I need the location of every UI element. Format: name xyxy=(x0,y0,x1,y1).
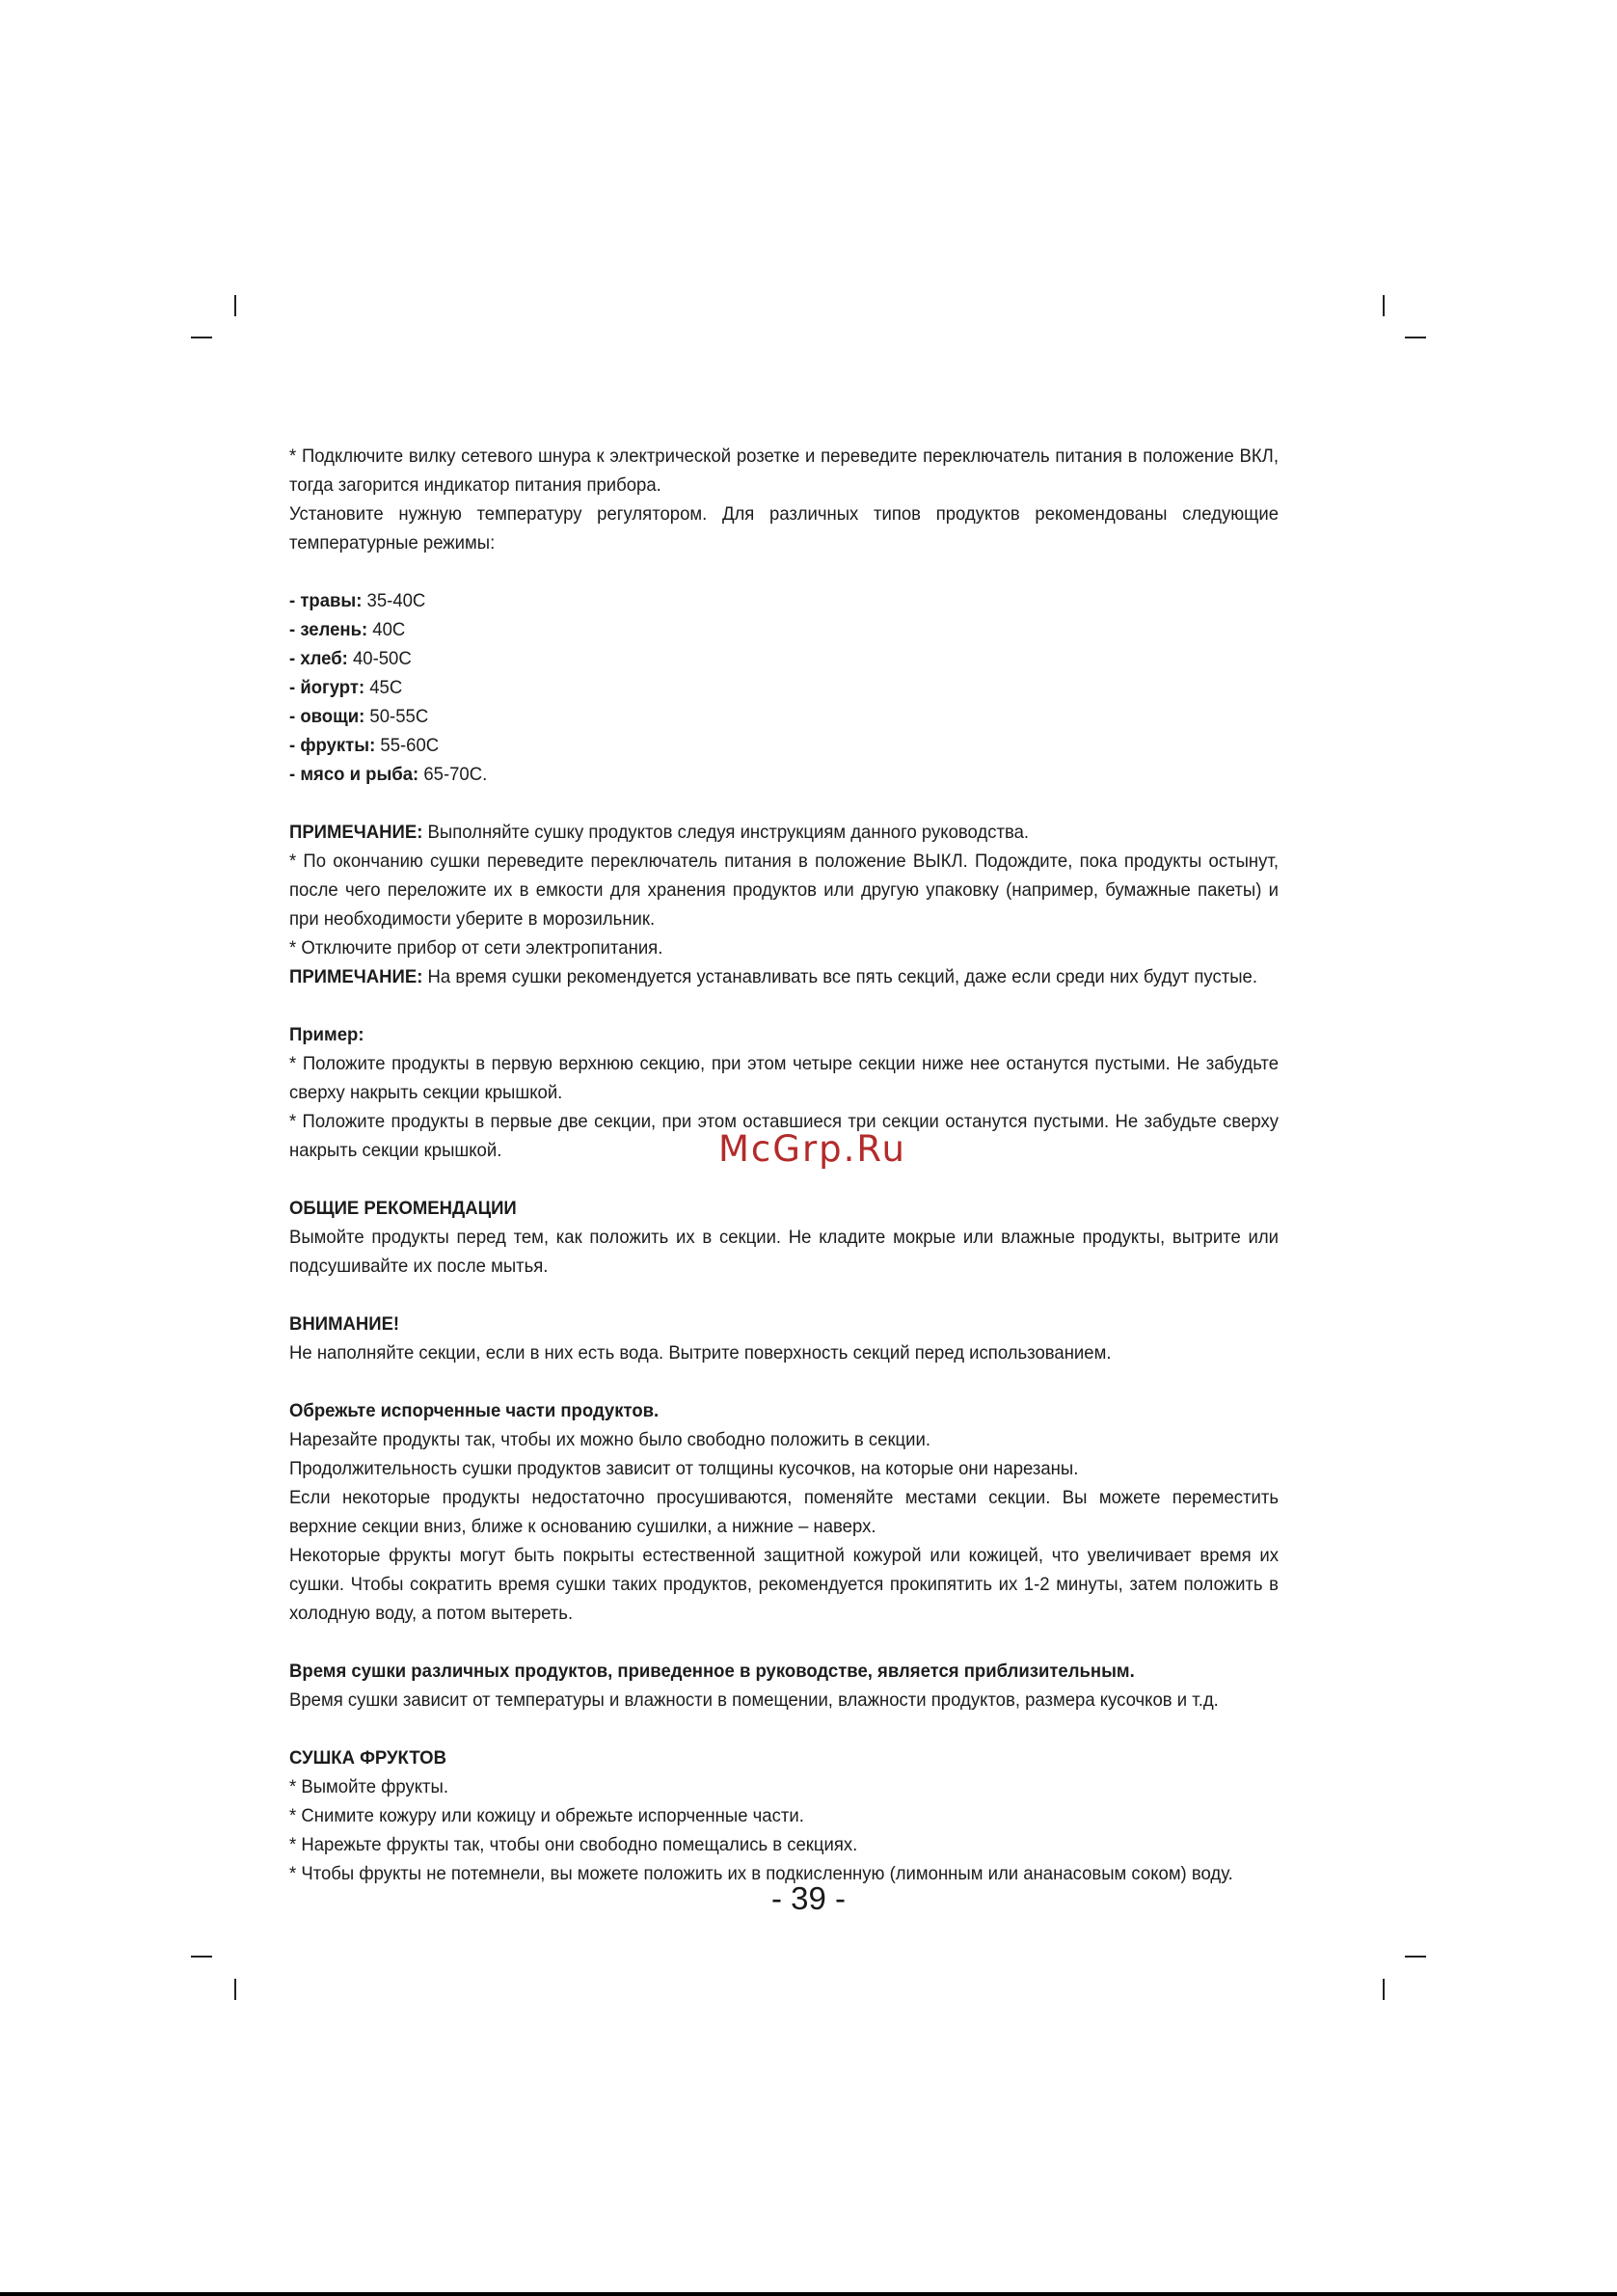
spacer xyxy=(289,1715,1279,1743)
crop-mark-top-left-vertical xyxy=(234,295,236,316)
crop-mark-top-left-horizontal xyxy=(191,337,212,338)
note-paragraph xyxy=(289,818,1279,847)
trim-line: Если некоторые продукты недостаточно просушиваются, поменяйте местами секции. Вы можете переместить верхние секции вниз, ближе к основанию сушилки, а нижние – наверх. xyxy=(289,1487,1279,1537)
drying-time-text: Время сушки зависит от температуры и влажности в помещении, влажности продуктов, размера кусочков и т.д. xyxy=(289,1689,1219,1711)
trim-line: Продолжительность сушки продуктов зависит от толщины кусочков, на которые они нарезаны. xyxy=(289,1458,1079,1479)
spacer xyxy=(289,991,1279,1020)
fruit-step: * Чтобы фрукты не потемнели, вы можете положить их в подкисленную (лимонным или ананасовым соком) воду. xyxy=(289,1863,1233,1884)
example-paragraph-two-sections: * Положите продукты в первые две секции, при этом оставшиеся три секции останутся пустыми. Не забудьте сверху накрыть секции крышкой. xyxy=(289,1111,1279,1161)
spacer xyxy=(289,1367,1279,1396)
temperature-label: - мясо и рыба: xyxy=(289,764,419,785)
temperature-item-fruits xyxy=(289,731,1279,760)
crop-mark-bottom-right-horizontal xyxy=(1405,1956,1426,1958)
example-paragraph-one-section: * Положите продукты в первую верхнюю секцию, при этом четыре секции ниже нее останутся пустыми. Не забудьте сверху накрыть секции крышкой. xyxy=(289,1053,1279,1103)
temperature-label: - овощи: xyxy=(289,706,365,727)
temperature-value: 55-60С xyxy=(375,735,440,756)
temperature-list xyxy=(289,586,1279,789)
intro-paragraph-temperature: Установите нужную температуру регулятором. Для различных типов продуктов рекомендованы следующие температурные режимы: xyxy=(289,503,1279,554)
temperature-value: 65-70С. xyxy=(418,764,488,785)
temperature-value: 50-55С xyxy=(364,706,429,727)
temperature-item-bread xyxy=(289,644,1279,673)
spacer xyxy=(289,557,1279,586)
temperature-item-meat-fish xyxy=(289,760,1279,789)
temperature-label: - травы: xyxy=(289,590,363,611)
fruit-step: * Нарежьте фрукты так, чтобы они свободно помещались в секциях. xyxy=(289,1834,858,1855)
fruit-step: * Вымойте фрукты. xyxy=(289,1776,449,1797)
temperature-item-herbs xyxy=(289,586,1279,615)
spacer xyxy=(289,1281,1279,1310)
note-label: ПРИМЕЧАНИЕ: xyxy=(289,822,423,843)
general-recommendations-text: Вымойте продукты перед тем, как положить их в секции. Не кладите мокрые или влажные продукты, вытрите или подсушивайте их после мытья. xyxy=(289,1227,1279,1277)
note-text: На время сушки рекомендуется устанавливать все пять секций, даже если среди них будут пустые. xyxy=(422,966,1257,987)
warning-text: Не наполняйте секции, если в них есть вода. Вытрите поверхность секций перед использованием. xyxy=(289,1342,1112,1364)
note-label: ПРИМЕЧАНИЕ: xyxy=(289,966,423,987)
temperature-item-vegetables xyxy=(289,702,1279,731)
temperature-label: - йогурт: xyxy=(289,677,365,698)
temperature-item-greens xyxy=(289,615,1279,644)
temperature-value: 35-40С xyxy=(362,590,426,611)
trim-line: Нарезайте продукты так, чтобы их можно было свободно положить в секции. xyxy=(289,1429,931,1450)
after-drying-paragraph: * По окончанию сушки переведите переключатель питания в положение ВЫКЛ. Подождите, пока продукты остынут, после чего переложите их в емкости для хранения продуктов или другую упаковку (например, бумажные пакеты) и при необходимости уберите в морозильник. xyxy=(289,851,1279,930)
note-text: Выполняйте сушку продуктов следуя инструкциям данного руководства. xyxy=(422,822,1030,843)
fruit-step: * Снимите кожуру или кожицу и обрежьте испорченные части. xyxy=(289,1805,804,1826)
crop-mark-bottom-left-vertical xyxy=(234,1979,236,2000)
crop-mark-bottom-right-vertical xyxy=(1383,1979,1385,2000)
temperature-value: 40-50С xyxy=(347,648,412,669)
trim-heading: Обрежьте испорченные части продуктов. xyxy=(289,1400,660,1421)
temperature-value: 45С xyxy=(364,677,403,698)
temperature-label: - фрукты: xyxy=(289,735,376,756)
crop-mark-top-right-vertical xyxy=(1383,295,1385,316)
warning-heading: ВНИМАНИЕ! xyxy=(289,1313,400,1335)
fruit-drying-heading: СУШКА ФРУКТОВ xyxy=(289,1747,446,1769)
drying-time-heading: Время сушки различных продуктов, приведенное в руководстве, является приблизительным. xyxy=(289,1661,1135,1682)
trim-line: Некоторые фрукты могут быть покрыты естественной защитной кожурой или кожицей, что увеличивает время их сушки. Чтобы сократить время сушки таких продуктов, рекомендуется прокипятить их 1-2 минуты, затем положить в холодную воду, а потом вытереть. xyxy=(289,1545,1279,1624)
spacer xyxy=(289,789,1279,818)
page-number: - 39 - xyxy=(770,1880,847,1916)
unplug-paragraph: * Отключите прибор от сети электропитания. xyxy=(289,937,663,959)
temperature-item-yogurt xyxy=(289,673,1279,702)
general-recommendations-heading: ОБЩИЕ РЕКОМЕНДАЦИИ xyxy=(289,1198,517,1219)
temperature-value: 40С xyxy=(367,619,406,640)
spacer xyxy=(289,1628,1279,1657)
crop-mark-bottom-left-horizontal xyxy=(191,1956,212,1958)
intro-paragraph-plug-in: * Подключите вилку сетевого шнура к электрической розетке и переведите переключатель питания в положение ВКЛ, тогда загорится индикатор питания прибора. xyxy=(289,446,1279,496)
bottom-edge-line xyxy=(0,2292,1617,2296)
crop-mark-top-right-horizontal xyxy=(1405,337,1426,338)
temperature-label: - хлеб: xyxy=(289,648,348,669)
watermark-text: McGrp.Ru xyxy=(718,1128,906,1170)
temperature-label: - зелень: xyxy=(289,619,368,640)
note-paragraph xyxy=(289,962,1279,991)
example-heading: Пример: xyxy=(289,1024,364,1045)
